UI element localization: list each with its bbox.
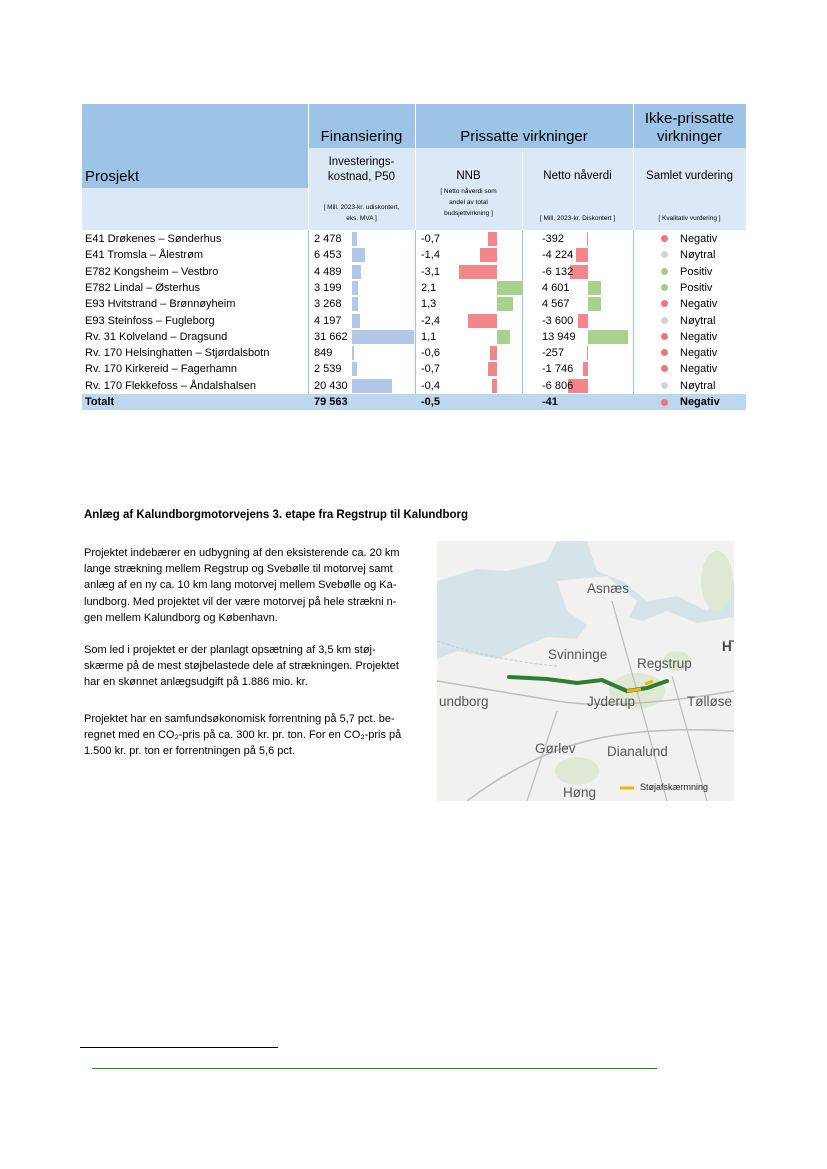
paragraph-line: Projektet har en samfundsøkonomisk forrentning på 5,7 pct. be- [84,713,395,725]
map-label-kalundborg: undborg [439,694,489,709]
unit-invest [308,202,415,224]
row-npv: -3 600 [542,314,574,327]
npv-bar [576,248,588,262]
row-invest: 4 197 [314,314,342,327]
unit-nnb [415,186,522,219]
col-invest-line2: kostnad, P50 [327,171,396,183]
row-nnb: -0,7 [421,233,440,245]
unit-nnb-line2: andel av total [449,199,488,206]
row-project: Rv. 170 Flekkefoss – Åndalshalsen [85,379,256,392]
row-nnb: -0,4 [421,379,440,392]
row-npv: 4 601 [542,281,570,294]
map-label-svinninge: Svinninge [548,647,608,662]
npv-bar [588,281,601,295]
col-invest-line1: Investerings- [328,156,395,168]
paragraph-line: skærme på de mest støjbelastede dele af strækningen. Projektet [84,660,399,673]
npv-bar [587,232,588,246]
row-rating: Positiv [680,281,713,294]
group-unpriced-line1: Ikke-prissatte [644,110,735,127]
paragraph-line: regnet med en CO₂-pris på ca. 300 kr. pr. ton. For en CO₂-pris på [84,729,402,742]
nnb-bar [480,248,497,262]
group-priced: Prissatte virkninger [460,128,588,145]
row-nnb: -3,1 [421,265,440,278]
unit-invest-line2: eks. MVA ] [346,215,377,222]
paragraph-1 [84,545,436,626]
row-invest: 2 478 [314,233,342,245]
total-rating: Negativ [680,396,720,408]
npv-bar [587,346,588,360]
row-nnb: -0,6 [421,347,440,360]
row-nnb: -0,7 [421,363,440,376]
map-label-hong: Høng [563,785,597,800]
map-label-gorlev: Gørlev [535,741,576,756]
npv-bar [588,297,601,311]
paragraph-2 [84,642,436,691]
row-project: E782 Kongsheim – Vestbro [85,265,219,278]
group-unpriced-line2: virkninger [656,128,723,145]
row-project: E93 Steinfoss – Fugleborg [85,314,215,327]
rating-dot [661,284,668,291]
invest-bar [352,379,392,393]
paragraph-line: anlæg af en ny ca. 10 km lang motorvej mellem Svebølle og Ka- [84,579,397,592]
invest-bar [352,330,414,344]
total-npv: -41 [542,396,558,408]
invest-bar [352,248,365,262]
invest-bar [352,265,361,279]
rating-dot [661,349,668,356]
group-financing: Finansiering [320,128,403,145]
row-invest: 31 662 [314,330,348,343]
row-invest: 6 453 [314,249,342,262]
map-label-regstrup: Regstrup [637,656,692,671]
row-invest: 3 268 [314,298,342,311]
unit-overall: [ Kvalitativ vurdering ] [658,215,721,222]
unit-nnb-line1: [ Netto nåverdi som [440,188,497,195]
row-npv: 13 949 [542,330,576,343]
map-label-dianalund: Dianalund [607,744,668,759]
section-heading: Anlæg af Kalundborgmotorvejens 3. etape fra Regstrup til Kalundborg [84,509,469,521]
col-invest [308,155,415,185]
row-rating: Negativ [680,363,718,376]
row-project: E782 Lindal – Østerhus [85,281,200,294]
unit-invest-line1: [ Mill. 2023-kr. udiskontert, [323,204,400,211]
route-map [437,541,734,801]
row-nnb: 1,1 [421,330,437,343]
row-nnb: -2,4 [421,314,440,327]
nnb-bar [490,346,497,360]
row-invest: 20 430 [314,379,348,392]
map-label-tolose: Tølløse [687,694,732,709]
unit-nnb-line3: budsjettvirkning ] [444,210,493,217]
invest-bar [352,232,357,246]
row-project: E41 Tromsla – Ålestrøm [85,249,203,262]
footer-rule [92,1068,657,1069]
paragraph-line: lundborg. Med projektet vil der være motorvej på hele strækni n- [84,595,397,608]
paragraph-line: gen mellem Kalundborg og København. [84,611,278,624]
col-nnb: NNB [456,170,481,182]
row-rating: Nøytral [680,314,716,327]
map-legend-label: Støjafskærmning [640,782,709,792]
row-rating: Positiv [680,265,713,278]
group-unpriced [633,110,746,146]
project-table [82,104,746,410]
row-invest: 4 489 [314,265,342,278]
paragraph-line: lange strækning mellem Regstrup og Svebølle til motorvej samt [84,563,393,576]
total-invest: 79 563 [314,396,348,408]
paragraph-line: Projektet indebærer en udbygning af den eksisterende ca. 20 km [84,547,400,559]
row-rating: Negativ [680,347,718,360]
col-overall: Samlet vurdering [646,170,733,182]
row-rating: Negativ [680,298,718,311]
invest-bar [352,362,357,376]
table-row [82,378,746,394]
npv-bar [588,330,628,344]
row-npv: 4 567 [542,298,570,311]
table-row [82,247,746,263]
nnb-bar [488,362,497,376]
table-row [82,264,746,280]
row-npv: -6 132 [542,265,574,278]
row-nnb: 2,1 [421,281,437,294]
row-npv: -6 806 [542,379,574,392]
invest-bar [352,346,354,360]
row-invest: 849 [314,347,333,360]
row-npv: -1 746 [542,363,574,376]
table-row [82,329,746,345]
table-row [82,296,746,312]
rating-dot [661,268,668,275]
map-label-asnaes: Asnæs [587,581,630,596]
paragraph-3 [84,711,436,760]
table-units-bg [82,188,308,230]
nnb-bar [468,314,497,328]
nnb-bar [497,297,513,311]
paragraph-line: 1.500 kr. pr. ton er forrentningen på 5,6 pct. [84,745,295,758]
table-row [82,313,746,329]
row-project: E41 Drøkenes – Sønderhus [85,233,222,245]
table-row [82,361,746,377]
table-row [82,231,746,247]
total-nnb: -0,5 [421,396,440,408]
invest-bar [352,281,358,295]
unit-npv: [ Mill. 2023-kr. Diskontert ] [539,215,616,222]
row-rating: Negativ [680,233,718,245]
row-project: Rv. 170 Helsinghatten – Stjørdalsbotn [85,347,270,360]
rating-dot [661,365,668,372]
nnb-bar [459,265,497,279]
row-project: E93 Hvitstrand – Brønnøyheim [85,298,236,311]
col-npv: Netto nåverdi [543,170,612,182]
footnote-rule [80,1047,278,1048]
rating-dot [661,382,668,389]
row-project: Rv. 31 Kolveland – Dragsund [85,330,228,343]
col-project: Prosjekt [85,168,140,185]
row-npv: -257 [542,347,565,360]
nnb-bar [488,232,497,246]
row-rating: Nøytral [680,379,716,392]
total-rating-dot [661,399,668,406]
nnb-bar [497,281,523,295]
table-row [82,280,746,296]
rating-dot [661,317,668,324]
row-npv: -4 224 [542,249,574,262]
paragraph-line: Som led i projektet er der planlagt opsætning af 3,5 km støj- [84,644,376,656]
paragraph-line: har en skønnet anlægsudgift på 1.886 mio. kr. [84,676,308,689]
nnb-bar [497,330,510,344]
nnb-bar [492,379,497,393]
row-npv: -392 [542,233,565,245]
rating-dot [661,251,668,258]
row-nnb: -1,4 [421,249,440,262]
map-label-jyderup: Jyderup [587,694,636,709]
total-label: Totalt [85,396,115,408]
rating-dot [661,235,668,242]
rating-dot [661,333,668,340]
npv-bar [583,362,588,376]
map-label-edge: H [722,639,732,654]
npv-bar [578,314,588,328]
row-invest: 2 539 [314,363,342,376]
rating-dot [661,300,668,307]
row-rating: Nøytral [680,249,716,262]
map-graphic [437,541,734,801]
row-nnb: 1,3 [421,298,437,311]
invest-bar [352,314,360,328]
row-invest: 3 199 [314,281,342,294]
table-row [82,345,746,361]
total-row [82,394,746,410]
row-rating: Negativ [680,330,718,343]
row-project: Rv. 170 Kirkereid – Fagerhamn [85,363,238,376]
invest-bar [352,297,358,311]
